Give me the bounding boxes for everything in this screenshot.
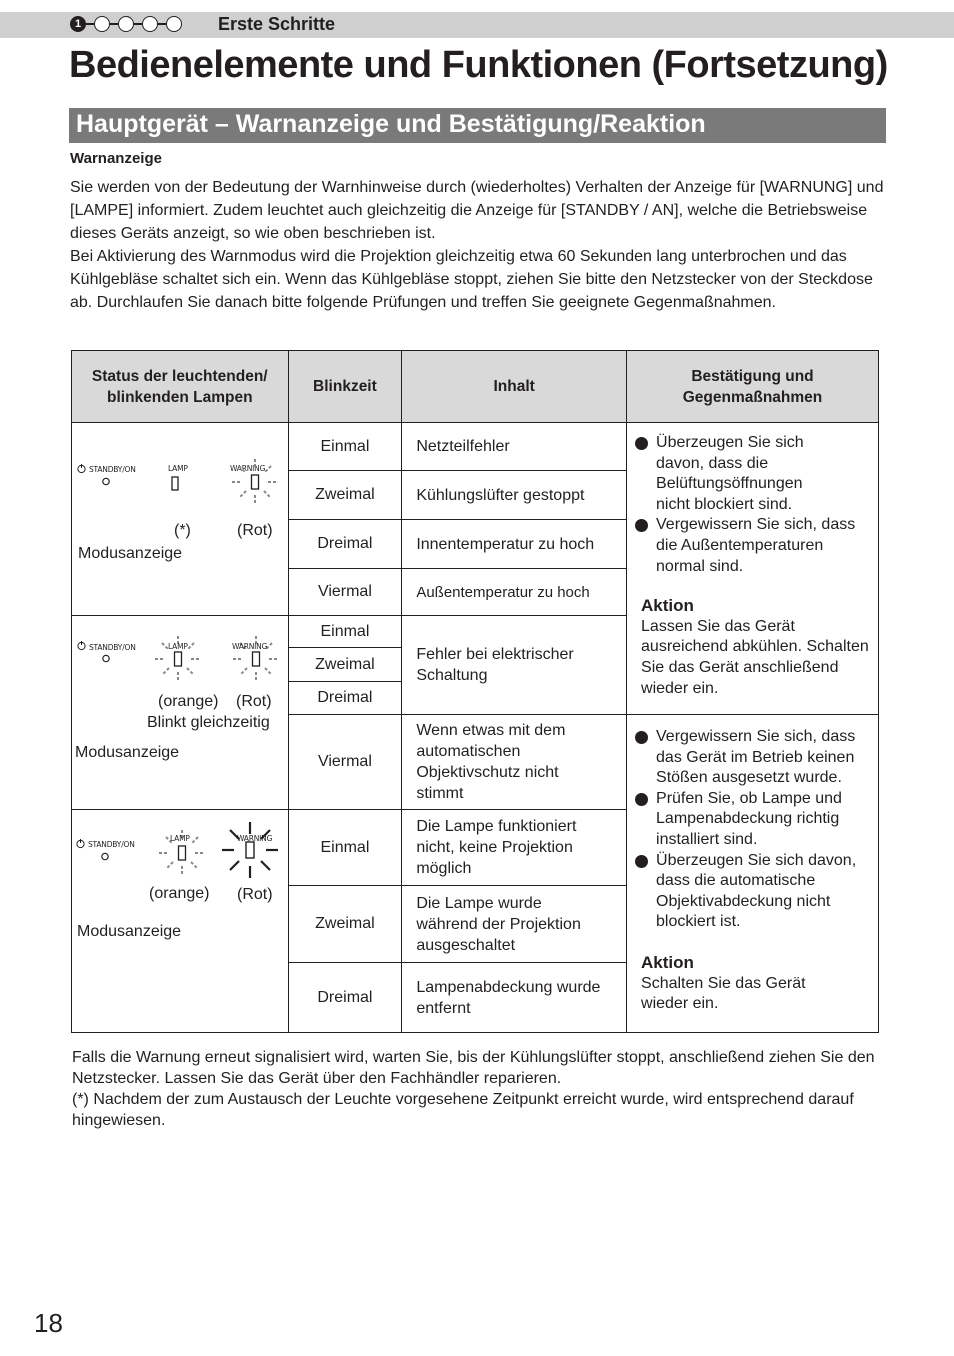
lamp-label: LAMP [168, 642, 188, 651]
header-blink: Blinkzeit [288, 351, 402, 423]
action-text: Schalten Sie das Gerät wieder ein. [641, 974, 806, 1013]
standby-label: STANDBY/ON [89, 643, 136, 652]
note-red: (Rot) [237, 886, 273, 903]
content-text: Fehler bei elektrischer Schaltung [402, 616, 627, 715]
blink-count: Viermal [288, 715, 402, 810]
bullet-icon [635, 731, 648, 744]
step-5 [166, 16, 182, 32]
warning-label: WARNING [237, 834, 273, 843]
bullet-item: Vergewissern Sie sich, dass die Außentemperaturen normal sind. [627, 515, 878, 577]
intro-paragraph-1: Sie werden von der Bedeutung der Warnhinweise durch (wiederholtes) Verhalten der Anzeige für [WARNUNG] und [LAMPE] informiert. Zudem leuchtet auch gleichzeitig die Anzeige für [STANDBY / AN], welche die Betriebsweise dieses Geräts anzeigt, so wie oben beschrieben ist. [70, 179, 884, 242]
blink-count: Dreimal [288, 520, 402, 569]
content-text: Innentemperatur zu hoch [402, 520, 627, 569]
header-status: Status der leuchtenden/ blinkenden Lampen [72, 351, 289, 423]
content-text: Netzteilfehler [402, 423, 627, 471]
warning-label: WARNING [232, 642, 268, 651]
content-text: Kühlungslüfter gestoppt [402, 471, 627, 520]
bullet-item: Überzeugen Sie sich davon, dass die Belüftungsöffnungen nicht blockiert sind. [627, 433, 878, 515]
footer-notes [72, 1047, 892, 1131]
note-orange: (orange) [158, 693, 219, 710]
action-cell-2 [627, 715, 879, 1033]
action-heading: Aktion [641, 596, 694, 616]
warning-heading: Warnanzeige [70, 150, 162, 167]
status-group-1 [72, 423, 289, 616]
content-text: Lampenabdeckung wurde entfernt [402, 963, 627, 1033]
subtitle: Hauptgerät – Warnanzeige und Bestätigung/Reaktion [76, 110, 706, 138]
section-label: Erste Schritte [218, 14, 336, 34]
note-star: (*) [174, 522, 191, 539]
blink-count: Zweimal [288, 471, 402, 520]
content-text: Außentemperatur zu hoch [402, 569, 627, 616]
blink-count: Viermal [288, 569, 402, 616]
intro-paragraph-2: Bei Aktivierung des Warnmodus wird die Projektion gleichzeitig etwa 60 Sekunden lang unterbrochen und das Kühlgebläse schaltet sich ein. Wenn das Kühlgebläse stoppt, ziehen Sie bitte den Netzstecker von der Steckdose ab. Durchlaufen Sie danach bitte folgende Prüfungen und treffen Sie geeignete Gegenmaßnahmen. [70, 248, 873, 311]
action-cell-1 [627, 423, 879, 715]
lamp-blink-icon [152, 633, 204, 685]
action-text: Lassen Sie das Gerät ausreichend abkühlen. Schalten Sie das Gerät anschließend wieder ein. [641, 617, 869, 697]
blink-count: Dreimal [288, 682, 402, 715]
bullet-item: Vergewissern Sie sich, dass das Gerät im Betrieb keinen Stößen ausgesetzt wurde. [627, 727, 878, 789]
content-text: Die Lampe funktioniert nicht, keine Projektion möglich [402, 810, 627, 886]
page-title: Bedienelemente und Funktionen (Fortsetzung) [69, 44, 888, 86]
standby-label: STANDBY/ON [89, 465, 136, 474]
blink-together-label: Blinkt gleichzeitig [147, 714, 270, 731]
footer-note-1: Falls die Warnung erneut signalisiert wird, warten Sie, bis der Kühlungslüfter stoppt, anschließend ziehen Sie den Netzstecker. Lassen Sie das Gerät über den Fachhändler reparieren. [72, 1049, 875, 1087]
lamp-indicator [171, 476, 181, 492]
lamp-label: LAMP [170, 834, 190, 843]
blink-count: Zweimal [288, 648, 402, 682]
warning-blink-icon [220, 820, 280, 880]
bullet-icon [635, 855, 648, 868]
warning-table [71, 350, 879, 1033]
bullet-item: Überzeugen Sie sich davon, dass die automatische Objektivabdeckung nicht blockiert ist. [627, 851, 878, 933]
status-group-2 [72, 616, 289, 810]
footer-note-2: (*) Nachdem der zum Austausch der Leuchte vorgesehene Zeitpunkt erreicht wurde, wird entsprechend darauf hingewiesen. [72, 1091, 854, 1129]
note-orange: (orange) [149, 885, 210, 902]
bullet-icon [635, 437, 648, 450]
warning-blink-icon [230, 633, 282, 685]
note-red: (Rot) [236, 693, 272, 710]
note-red: (Rot) [237, 522, 273, 539]
page-number: 18 [34, 1308, 63, 1338]
step-4 [142, 16, 158, 32]
blink-count: Einmal [288, 616, 402, 648]
step-indicator [70, 16, 182, 32]
standby-label: STANDBY/ON [88, 840, 135, 849]
blink-count: Zweimal [288, 886, 402, 963]
warning-blink-icon [229, 456, 281, 508]
content-text: Die Lampe wurde während der Projektion ausgeschaltet [402, 886, 627, 963]
warning-label: WARNING [230, 464, 266, 473]
bullet-item: Prüfen Sie, ob Lampe und Lampenabdeckung richtig installiert sind. [627, 789, 878, 851]
blink-count: Dreimal [288, 963, 402, 1033]
lamp-label: LAMP [168, 464, 188, 473]
mode-indicator-label: Modusanzeige [75, 744, 180, 761]
step-1: 1 [70, 16, 86, 32]
blink-count: Einmal [288, 810, 402, 886]
mode-indicator-label: Modusanzeige [77, 923, 182, 940]
header-content: Inhalt [402, 351, 627, 423]
bullet-icon [635, 793, 648, 806]
mode-indicator-label: Modusanzeige [78, 545, 183, 562]
step-3 [118, 16, 134, 32]
status-group-3 [72, 810, 289, 1033]
action-heading: Aktion [641, 952, 694, 972]
content-text: Wenn etwas mit dem automatischen Objektivschutz nicht stimmt [402, 715, 627, 810]
step-2 [94, 16, 110, 32]
blink-count: Einmal [288, 423, 402, 471]
header-action: Bestätigung und Gegenmaßnahmen [627, 351, 879, 423]
bullet-icon [635, 519, 648, 532]
